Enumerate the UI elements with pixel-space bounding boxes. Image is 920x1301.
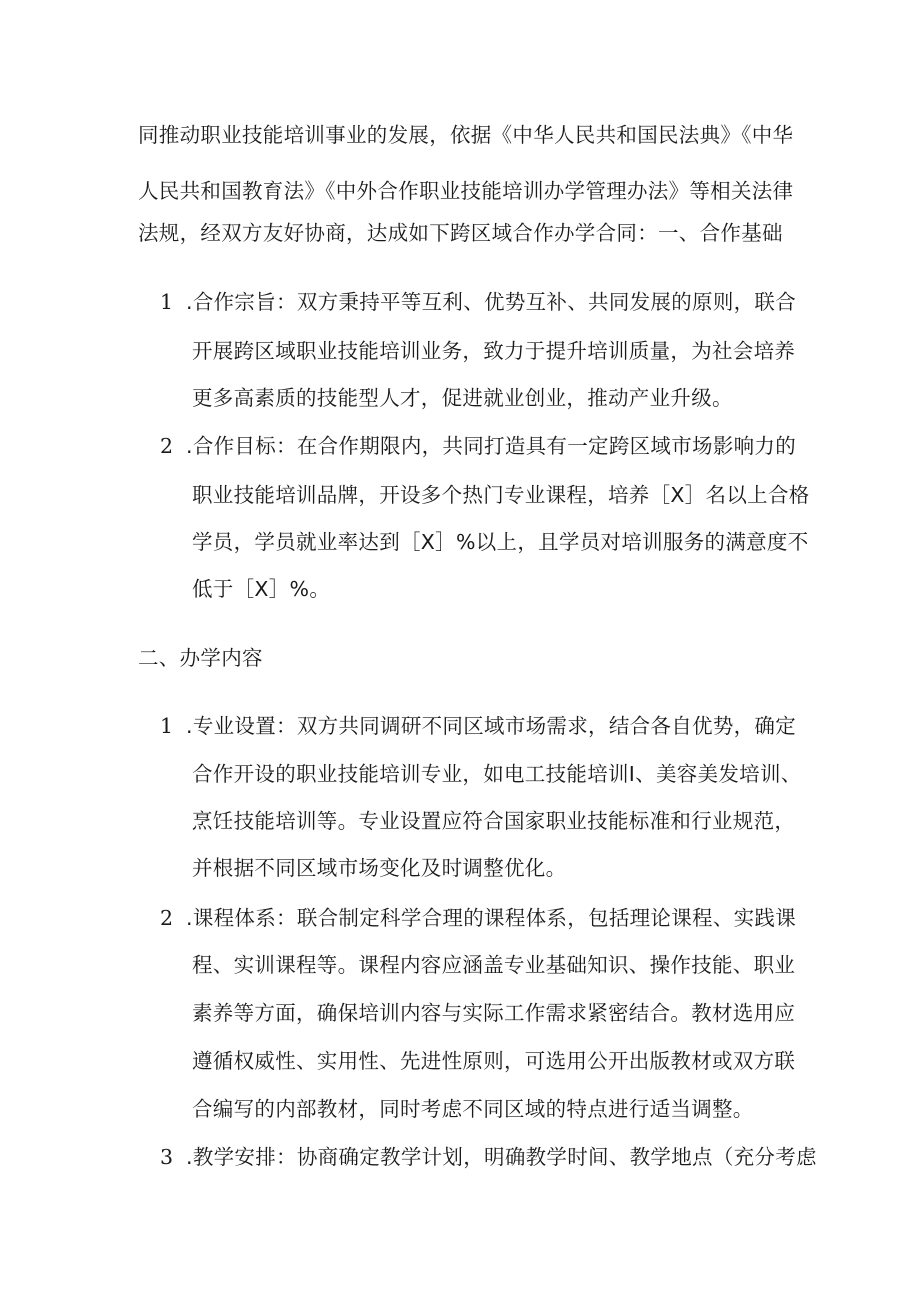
section2-item-3 bbox=[160, 1142, 817, 1172]
intro-line-1: 同推动职业技能培训事业的发展，依据《中华人民共和国民法典》《中华 bbox=[138, 123, 794, 147]
item-number: 2 bbox=[160, 906, 174, 930]
section1-item-2-line-3: 学员，学员就业率达到［X］%以上，且学员对培训服务的满意度不 bbox=[192, 530, 809, 554]
section2-heading: 二、办学内容 bbox=[138, 646, 263, 670]
item-number: 2 bbox=[160, 434, 174, 458]
section2-item-1 bbox=[160, 711, 800, 741]
item-text: .专业设置：双方共同调研不同区域市场需求，结合各自优势，确定 bbox=[186, 714, 797, 738]
section2-item-1-line-4: 并根据不同区域市场变化及时调整优化。 bbox=[192, 856, 567, 880]
section1-item-2-line-2: 职业技能培训品牌，开设多个热门专业课程，培养［X］名以上合格 bbox=[192, 483, 810, 507]
intro-line-2: 人民共和国教育法》《中外合作职业技能培训办学管理办法》等相关法律 bbox=[138, 179, 794, 203]
item-text: .教学安排：协商确定教学计划，明确教学时间、教学地点（充分考虑 bbox=[186, 1145, 817, 1169]
section2-item-2-line-3: 素养等方面，确保培训内容与实际工作需求紧密结合。教材选用应 bbox=[192, 1001, 796, 1025]
section1-item-1 bbox=[160, 287, 800, 317]
section1-item-2 bbox=[160, 431, 800, 461]
section2-item-2-line-2: 程、实训课程等。课程内容应涵盖专业基础知识、操作技能、职业 bbox=[192, 953, 796, 977]
item-number: 1 bbox=[160, 290, 174, 314]
item-number: 3 bbox=[160, 1145, 174, 1169]
item-text: .合作目标：在合作期限内，共同打造具有一定跨区域市场影响力的 bbox=[186, 434, 797, 458]
section2-item-2-line-5: 合编写的内部教材，同时考虑不同区域的特点进行适当调整。 bbox=[192, 1097, 754, 1121]
intro-line-3: 法规，经双方友好协商，达成如下跨区域合作办学合同：一、合作基础 bbox=[138, 221, 783, 245]
item-text: .合作宗旨：双方秉持平等互利、优势互补、共同发展的原则，联合 bbox=[186, 290, 797, 314]
section2-item-1-line-2: 合作开设的职业技能培训专业，如电工技能培训I、美容美发培训、 bbox=[192, 762, 802, 786]
section2-item-1-line-3: 烹饪技能培训等。专业设置应符合国家职业技能标准和行业规范， bbox=[192, 809, 796, 833]
section2-item-2-line-4: 遵循权威性、实用性、先进性原则，可选用公开出版教材或双方联 bbox=[192, 1049, 796, 1073]
item-number: 1 bbox=[160, 714, 174, 738]
section1-item-1-line-3: 更多高素质的技能型人才，促进就业创业，推动产业升级。 bbox=[192, 386, 733, 410]
section2-item-2 bbox=[160, 903, 800, 933]
section1-item-1-line-2: 开展跨区域职业技能培训业务，致力于提升培训质量，为社会培养 bbox=[192, 339, 796, 363]
section1-item-2-line-4: 低于［X］%。 bbox=[192, 577, 331, 601]
item-text: .课程体系：联合制定科学合理的课程体系，包括理论课程、实践课 bbox=[186, 906, 797, 930]
